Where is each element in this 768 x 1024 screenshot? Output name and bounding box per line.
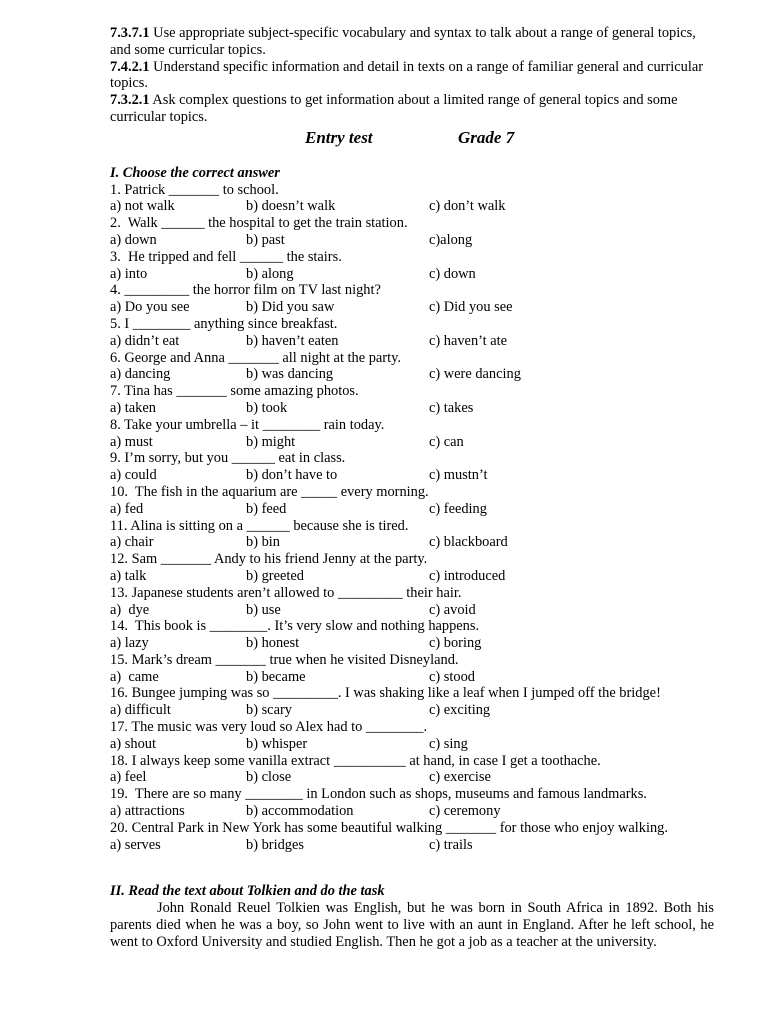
answer-options xyxy=(110,702,714,719)
option-b: b) feed xyxy=(246,500,287,517)
option-c: c) sing xyxy=(429,735,468,752)
answer-options xyxy=(110,568,714,585)
option-a: a) talk xyxy=(110,567,147,584)
option-c: c) can xyxy=(429,433,464,450)
option-b: b) accommodation xyxy=(246,803,354,820)
tolkien-paragraph: John Ronald Reuel Tolkien was English, but he was born in South Africa in 1892. Both his parents died when he was a boy, so John went to live with an aunt in England. After he left school, he went to Oxford University and studied English. Then he got a job as a teacher at the university. xyxy=(110,900,714,950)
option-c: c) feeding xyxy=(429,500,487,517)
option-a: a) difficult xyxy=(110,702,171,719)
question-text: 13. Japanese students aren’t allowed to _________ their hair. xyxy=(110,584,462,601)
option-c: c) blackboard xyxy=(429,534,508,551)
option-b: b) bin xyxy=(246,534,280,551)
option-c: c) takes xyxy=(429,399,474,416)
option-c: c) don’t walk xyxy=(429,198,506,215)
answer-options xyxy=(110,467,714,484)
option-a: a) not walk xyxy=(110,198,175,215)
option-a: a) into xyxy=(110,265,148,282)
question-text: 9. I’m sorry, but you ______ eat in class. xyxy=(110,450,346,467)
question-text: 15. Mark’s dream _______ true when he visited Disneyland. xyxy=(110,651,459,668)
option-a: a) came xyxy=(110,668,159,685)
grade-title: Grade 7 xyxy=(458,127,515,147)
answer-options xyxy=(110,803,714,820)
option-b: b) might xyxy=(246,433,296,450)
option-b: b) greeted xyxy=(246,567,304,584)
option-b: b) was dancing xyxy=(246,366,334,383)
question-text: 2. Walk ______ the hospital to get the train station. xyxy=(110,215,408,232)
question-text: 18. I always keep some vanilla extract __________ at hand, in case I get a toothache. xyxy=(110,752,601,769)
question-text: 12. Sam _______ Andy to his friend Jenny at the party. xyxy=(110,551,428,568)
entry-test-title: Entry test xyxy=(305,127,373,147)
answer-options xyxy=(110,736,714,753)
question-text: 10. The fish in the aquarium are _____ every morning. xyxy=(110,483,429,500)
option-b: b) bridges xyxy=(246,836,304,853)
answer-options xyxy=(110,769,714,786)
section-2-heading: II. Read the text about Tolkien and do the task xyxy=(110,883,385,900)
option-c: c) down xyxy=(429,265,476,282)
question-text: 5. I ________ anything since breakfast. xyxy=(110,315,338,332)
option-a: a) fed xyxy=(110,500,144,517)
option-c: c) haven’t ate xyxy=(429,332,508,349)
option-c: c) exercise xyxy=(429,769,491,786)
answer-options xyxy=(110,501,714,518)
worksheet-page xyxy=(110,25,714,951)
answer-options xyxy=(110,837,714,854)
option-c: c)along xyxy=(429,231,473,248)
option-a: a) serves xyxy=(110,836,161,853)
option-b: b) became xyxy=(246,668,306,685)
question-text: 14. This book is ________. It’s very slow and nothing happens. xyxy=(110,618,480,635)
option-c: c) avoid xyxy=(429,601,476,618)
option-a: a) didn’t eat xyxy=(110,332,180,349)
question-text: 11. Alina is sitting on a ______ because she is tired. xyxy=(110,517,409,534)
option-b: b) doesn’t walk xyxy=(246,198,336,215)
answer-options xyxy=(110,534,714,551)
option-a: a) attractions xyxy=(110,803,185,820)
option-b: b) honest xyxy=(246,635,300,652)
answer-options xyxy=(110,333,714,350)
option-c: c) mustn’t xyxy=(429,467,488,484)
option-c: c) stood xyxy=(429,668,475,685)
question-text: 1. Patrick _______ to school. xyxy=(110,181,279,198)
question-list xyxy=(110,182,714,854)
objective-code: 7.3.2.1 xyxy=(110,92,150,109)
option-a: a) must xyxy=(110,433,153,450)
question-text: 19. There are so many ________ in London such as shops, museums and famous landmarks. xyxy=(110,786,647,803)
option-a: a) feel xyxy=(110,769,147,786)
question-text: 6. George and Anna _______ all night at the party. xyxy=(110,349,401,366)
option-a: a) down xyxy=(110,231,157,248)
option-c: c) boring xyxy=(429,635,482,652)
option-a: a) shout xyxy=(110,735,156,752)
answer-options xyxy=(110,602,714,619)
option-b: b) Did you saw xyxy=(246,299,335,316)
option-c: c) Did you see xyxy=(429,299,513,316)
question-text: 17. The music was very loud so Alex had to ________. xyxy=(110,719,428,736)
option-a: a) Do you see xyxy=(110,299,190,316)
answer-options xyxy=(110,266,714,283)
objective-text: Understand specific information and detail in texts on a range of familiar general and curricular topics. xyxy=(110,58,703,92)
answer-options xyxy=(110,400,714,417)
option-b: b) took xyxy=(246,399,288,416)
option-a: a) taken xyxy=(110,399,156,416)
objective-1 xyxy=(110,25,714,59)
option-b: b) use xyxy=(246,601,281,618)
option-b: b) don’t have to xyxy=(246,467,338,484)
question-text: 16. Bungee jumping was so _________. I was shaking like a leaf when I jumped off the bridge! xyxy=(110,685,661,702)
answer-options xyxy=(110,635,714,652)
question-text: 4. _________ the horror film on TV last night? xyxy=(110,282,381,299)
objective-text: Use appropriate subject-specific vocabulary and syntax to talk about a range of general topics, and some curricular topics. xyxy=(110,25,696,58)
question-text: 20. Central Park in New York has some beautiful walking _______ for those who enjoy walking. xyxy=(110,819,668,836)
option-b: b) close xyxy=(246,769,292,786)
option-c: c) trails xyxy=(429,836,473,853)
answer-options xyxy=(110,198,714,215)
option-a: a) dancing xyxy=(110,366,171,383)
option-c: c) ceremony xyxy=(429,803,501,820)
option-b: b) along xyxy=(246,265,294,282)
objective-3 xyxy=(110,92,714,126)
option-a: a) could xyxy=(110,467,157,484)
objective-2 xyxy=(110,59,714,93)
test-title xyxy=(110,127,714,149)
option-b: b) scary xyxy=(246,702,292,719)
answer-options xyxy=(110,299,714,316)
option-c: c) introduced xyxy=(429,567,506,584)
answer-options xyxy=(110,669,714,686)
answer-options xyxy=(110,232,714,249)
option-a: a) lazy xyxy=(110,635,149,652)
question-text: 3. He tripped and fell ______ the stairs. xyxy=(110,248,342,265)
objective-code: 7.4.2.1 xyxy=(110,58,150,75)
objective-text: Ask complex questions to get information about a limited range of general topics and some curricular topics. xyxy=(110,92,678,125)
question-text: 7. Tina has _______ some amazing photos. xyxy=(110,383,359,400)
option-b: b) haven’t eaten xyxy=(246,332,339,349)
question-text: 8. Take your umbrella – it ________ rain today. xyxy=(110,416,385,433)
option-a: a) chair xyxy=(110,534,154,551)
objective-code: 7.3.7.1 xyxy=(110,25,150,41)
answer-options xyxy=(110,434,714,451)
option-a: a) dye xyxy=(110,601,150,618)
option-b: b) whisper xyxy=(246,735,308,752)
option-c: c) exciting xyxy=(429,702,491,719)
option-b: b) past xyxy=(246,231,285,248)
section-1-heading: I. Choose the correct answer xyxy=(110,164,280,181)
option-c: c) were dancing xyxy=(429,366,521,383)
answer-options xyxy=(110,366,714,383)
